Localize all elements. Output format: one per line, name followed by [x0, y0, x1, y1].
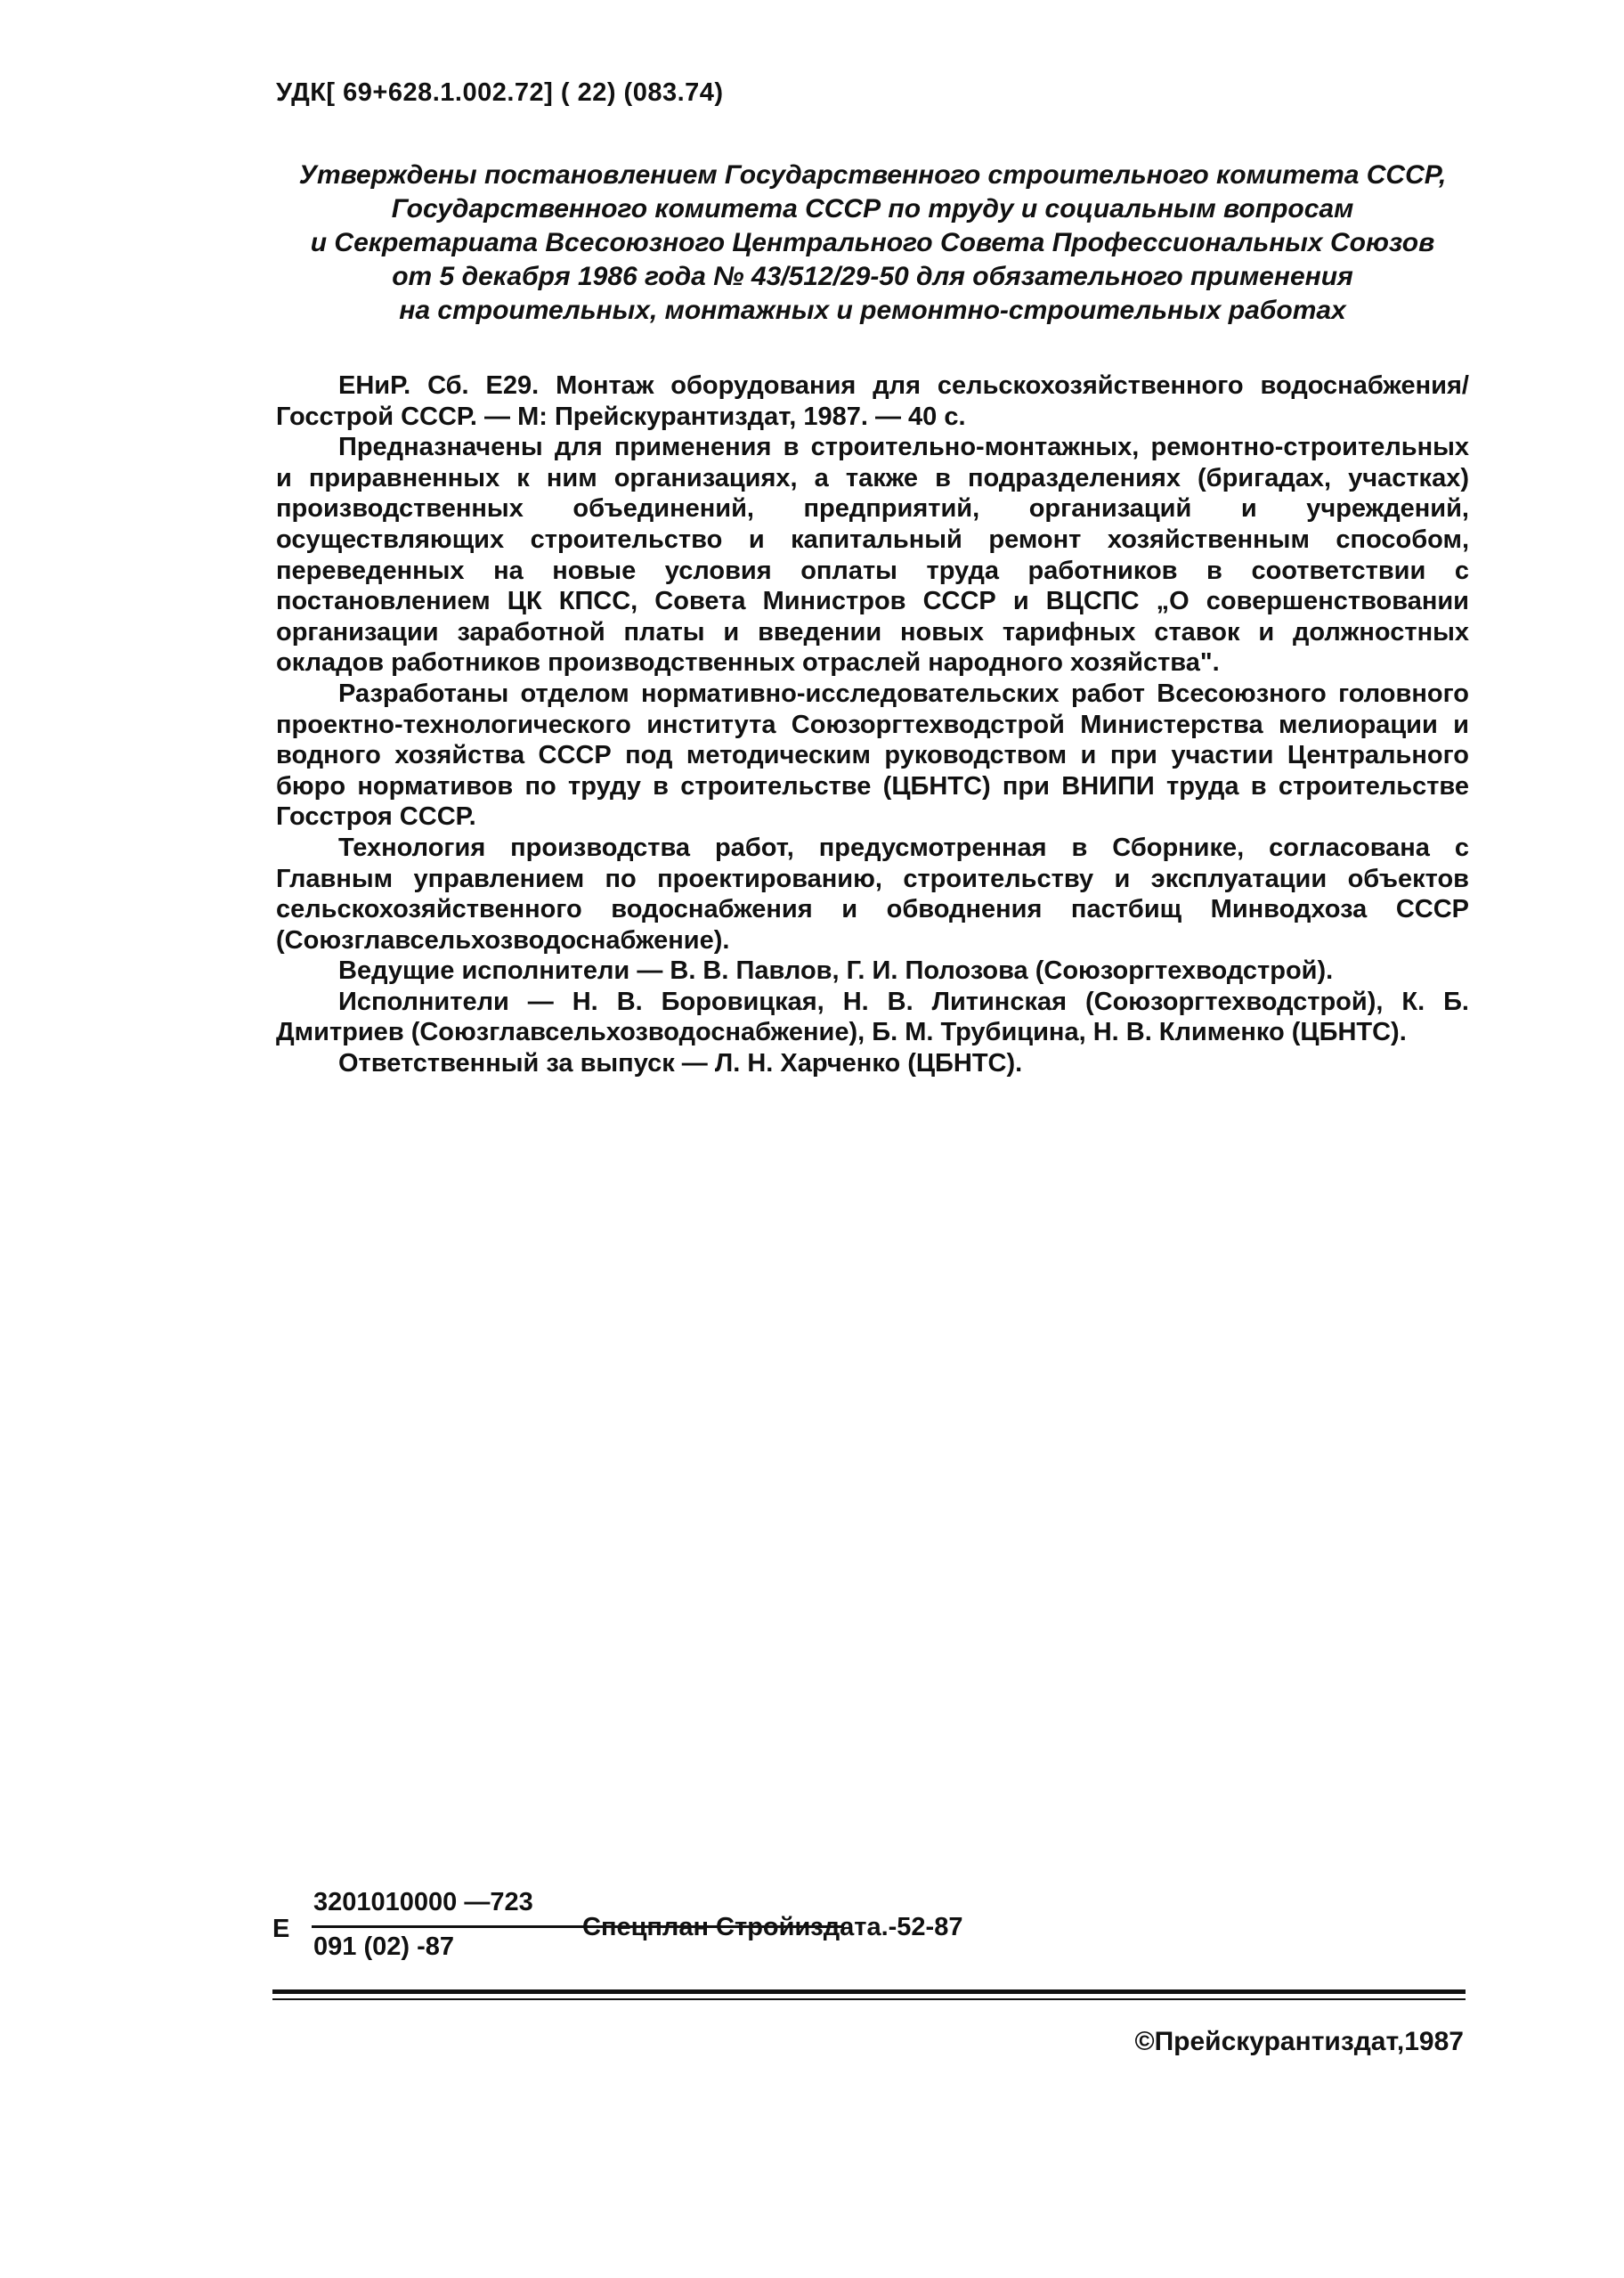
developers-paragraph: Разработаны отделом нормативно-исследовательских работ Всесоюзного головного проектно-технологического института Союзоргтехводстрой Министерства мелиорации и водного хозяйства СССР под методическим руководством и при участии Центрального бюро нормативов по труду в строительстве (ЦБНТС) при ВНИПИ труда в строительстве Госстроя СССР.: [276, 679, 1469, 832]
performers: Исполнители — Н. В. Боровицкая, Н. В. Литинская (Союзоргтехводстрой), К. Б. Дмитриев (Союзглавсельхозводоснабжение), Б. М. Трубицина, Н. В. Клименко (ЦБНТС).: [276, 987, 1469, 1047]
responsible-editor: Ответственный за выпуск — Л. Н. Харченко (ЦБНТС).: [338, 1049, 1023, 1078]
code-numerator: 3201010000 —723: [313, 1888, 533, 1916]
publishing-plan: Спецплан Стройиздата.-52-87: [582, 1913, 963, 1941]
udc-code: УДК[ 69+628.1.002.72] ( 22) (083.74): [276, 78, 724, 107]
bibliographic-record: [276, 370, 1469, 432]
lead-performers: Ведущие исполнители — В. В. Павлов, Г. И. Полозова (Союзоргтехводстрой).: [338, 956, 1334, 986]
code-letter: Е: [272, 1915, 290, 1943]
technology-paragraph: Технология производства работ, предусмотренная в Сборнике, согласована с Главным управлением по проектированию, строительству и эксплуатации объектов сельскохозяйственного водоснабжения и обводнения пастбищ Минводхоза СССР (Союзглавсельхозводоснабжение).: [276, 833, 1469, 955]
approval-line: Утверждены постановлением Государственного строительного комитета СССР,: [298, 160, 1447, 190]
approval-line: на строительных, монтажных и ремонтно-строительных работах: [399, 296, 1346, 325]
footer-divider-thin: [272, 1998, 1466, 2000]
approval-line: Государственного комитета СССР по труду и социальным вопросам: [391, 194, 1354, 224]
copyright-notice: ©Прейскурантиздат,1987: [1134, 2027, 1464, 2056]
document-body: [276, 370, 1469, 1079]
biblio-lead: ЕНиР.: [338, 371, 411, 400]
code-denominator: 091 (02) -87: [313, 1932, 454, 1961]
footer-divider: [272, 1989, 1466, 1994]
publication-code: [272, 1888, 1074, 1959]
approval-line: от 5 декабря 1986 года № 43/512/29-50 для обязательного применения: [392, 262, 1353, 291]
approval-line: и Секретариата Всесоюзного Центрального Совета Профессиональных Союзов: [310, 228, 1435, 257]
biblio-description: Сб. Е29. Монтаж оборудования для сельскохозяйственного водоснабжения/Госстрой СССР. — М: Прейскурантиздат, 1987. — 40 с.: [276, 371, 1469, 431]
approval-statement: [258, 159, 1487, 328]
purpose-paragraph: Предназначены для применения в строительно-монтажных, ремонтно-строительных и приравненных к ним организациях, а также в подразделениях (бригадах, участках) производственных объединений, предприятий, организаций и учреждений, осуществляющих строительство и капитальный ремонт хозяйственным способом, переведенных на новые условия оплаты труда работников в соответствии с постановлением ЦК КПСС, Совета Министров СССР и ВЦСПС „О совершенствовании организации заработной платы и введении новых тарифных ставок и должностных окладов работников производственных отраслей народного хозяйства".: [276, 433, 1469, 678]
